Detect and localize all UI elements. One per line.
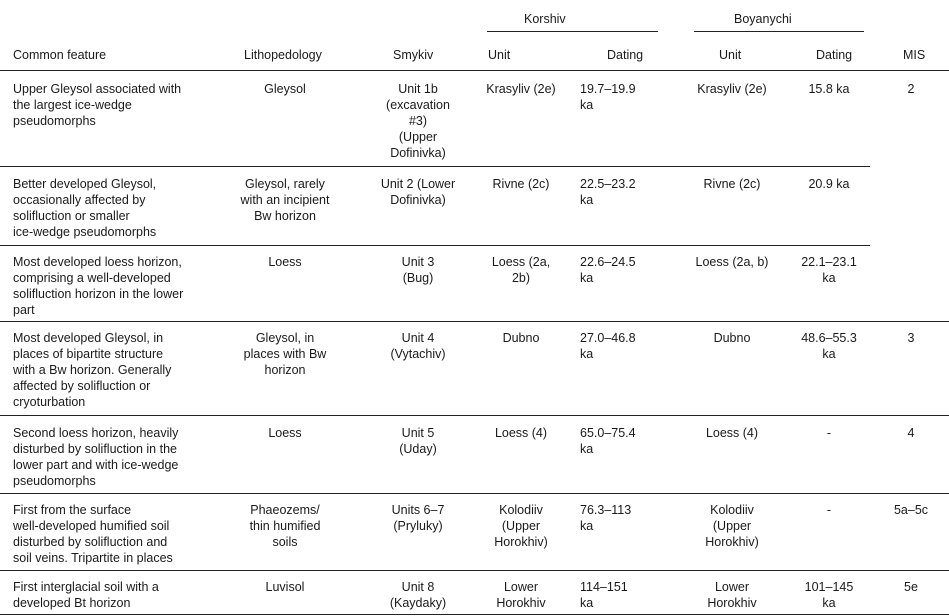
- row6-korshiv-unit: Kolodiiv (Upper Horokhiv): [494, 503, 548, 549]
- row7-boyanychi-unit: Lower Horokhiv: [707, 580, 757, 610]
- row2-rule: [0, 245, 870, 246]
- row2-boyanychi-unit: Rivne (2c): [703, 177, 761, 191]
- row7-korshiv-dating: 114–151 ka: [580, 580, 628, 610]
- row4-boyanychi-unit: Dubno: [713, 331, 751, 345]
- row6-feature: First from the surface well-developed humified soil disturbed by solifluction and soil veins. Tripartite in places: [13, 503, 173, 565]
- row4-korshiv-dating: 27.0–46.8 ka: [580, 331, 636, 361]
- row3-korshiv-unit: Loess (2a, 2b): [491, 255, 551, 285]
- header-smykiv: Smykiv: [393, 48, 434, 62]
- korshiv-group-underline: [487, 31, 658, 32]
- header-common-feature: Common feature: [13, 48, 107, 62]
- row7-lithopedology: Luvisol: [265, 580, 305, 594]
- row2-boyanychi-dating: 20.9 ka: [808, 177, 850, 191]
- row3-lithopedology: Loess: [268, 255, 302, 269]
- row2-smykiv: Unit 2 (Lower Dofinivka): [380, 177, 456, 207]
- header-boyanychi-unit: Unit: [719, 48, 742, 62]
- row2-korshiv-unit: Rivne (2c): [492, 177, 550, 191]
- row1-boyanychi-dating: 15.8 ka: [808, 82, 850, 96]
- row6-boyanychi-dating: -: [826, 503, 832, 517]
- header-korshiv-dating: Dating: [607, 48, 644, 62]
- row3-korshiv-dating: 22.6–24.5 ka: [580, 255, 636, 285]
- row3-feature: Most developed loess horizon, comprising a well-developed solifluction horizon in the lower part: [13, 255, 184, 317]
- row3-smykiv: Unit 3 (Bug): [401, 255, 435, 285]
- row1-mis: 2: [907, 82, 915, 96]
- header-lithopedology: Lithopedology: [244, 48, 322, 62]
- header-group-korshiv: Korshiv: [524, 12, 566, 26]
- row1-korshiv-dating: 19.7–19.9 ka: [580, 82, 636, 112]
- row5-korshiv-unit: Loess (4): [494, 426, 548, 440]
- row6-mis: 5a–5c: [893, 503, 929, 517]
- row7-smykiv: Unit 8 (Kaydaky): [389, 580, 447, 610]
- row5-rule: [0, 493, 949, 494]
- row5-smykiv: Unit 5 (Uday): [399, 426, 437, 456]
- header-korshiv-unit: Unit: [488, 48, 511, 62]
- row6-lithopedology: Phaeozems/ thin humified soils: [249, 503, 321, 549]
- row5-feature: Second loess horizon, heavily disturbed by solifluction in the lower part and with ice-wedge pseudomorphs: [13, 426, 179, 488]
- boyanychi-group-underline: [694, 31, 864, 32]
- row4-boyanychi-dating: 48.6–55.3 ka: [801, 331, 857, 361]
- row1-feature: Upper Gleysol associated with the largest ice-wedge pseudomorphs: [13, 82, 182, 128]
- row3-rule: [0, 321, 949, 322]
- row1-rule: [0, 166, 870, 167]
- row7-korshiv-unit: Lower Horokhiv: [496, 580, 546, 610]
- header-rule: [0, 70, 949, 71]
- row4-feature: Most developed Gleysol, in places of bipartite structure with a Bw horizon. Generally affected by solifluction or cryoturbation: [13, 331, 172, 409]
- row1-smykiv: Unit 1b (excavation #3) (Upper Dofinivka): [386, 82, 450, 160]
- row5-lithopedology: Loess: [268, 426, 302, 440]
- row7-mis: 5e: [904, 580, 918, 594]
- row7-feature: First interglacial soil with a developed Bt horizon: [13, 580, 159, 610]
- row4-korshiv-unit: Dubno: [502, 331, 540, 345]
- row6-korshiv-dating: 76.3–113 ka: [580, 503, 632, 533]
- header-mis: MIS: [903, 48, 926, 62]
- header-group-boyanychi: Boyanychi: [734, 12, 792, 26]
- header-boyanychi-dating: Dating: [816, 48, 853, 62]
- row4-mis: 3: [907, 331, 915, 345]
- row2-lithopedology: Gleysol, rarely with an incipient Bw horizon: [240, 177, 330, 223]
- row3-boyanychi-dating: 22.1–23.1 ka: [801, 255, 857, 285]
- table-bottom-rule: [0, 614, 949, 615]
- row5-mis: 4: [907, 426, 915, 440]
- row1-boyanychi-unit: Krasyliv (2e): [697, 82, 767, 96]
- row5-korshiv-dating: 65.0–75.4 ka: [580, 426, 636, 456]
- row4-lithopedology: Gleysol, in places with Bw horizon: [243, 331, 327, 377]
- row4-rule: [0, 415, 949, 416]
- row7-boyanychi-dating: 101–145 ka: [804, 580, 854, 610]
- row4-smykiv: Unit 4 (Vytachiv): [390, 331, 446, 361]
- row6-smykiv: Units 6–7 (Pryluky): [391, 503, 445, 533]
- row3-boyanychi-unit: Loess (2a, b): [695, 255, 769, 269]
- row6-boyanychi-unit: Kolodiiv (Upper Horokhiv): [705, 503, 759, 549]
- row1-lithopedology: Gleysol: [264, 82, 306, 96]
- row2-korshiv-dating: 22.5–23.2 ka: [580, 177, 636, 207]
- row1-korshiv-unit: Krasyliv (2e): [486, 82, 556, 96]
- row2-feature: Better developed Gleysol, occasionally affected by solifluction or smaller ice-wedge pseudomorphs: [13, 177, 157, 239]
- row6-rule: [0, 570, 949, 571]
- row5-boyanychi-unit: Loess (4): [705, 426, 759, 440]
- row5-boyanychi-dating: -: [826, 426, 832, 440]
